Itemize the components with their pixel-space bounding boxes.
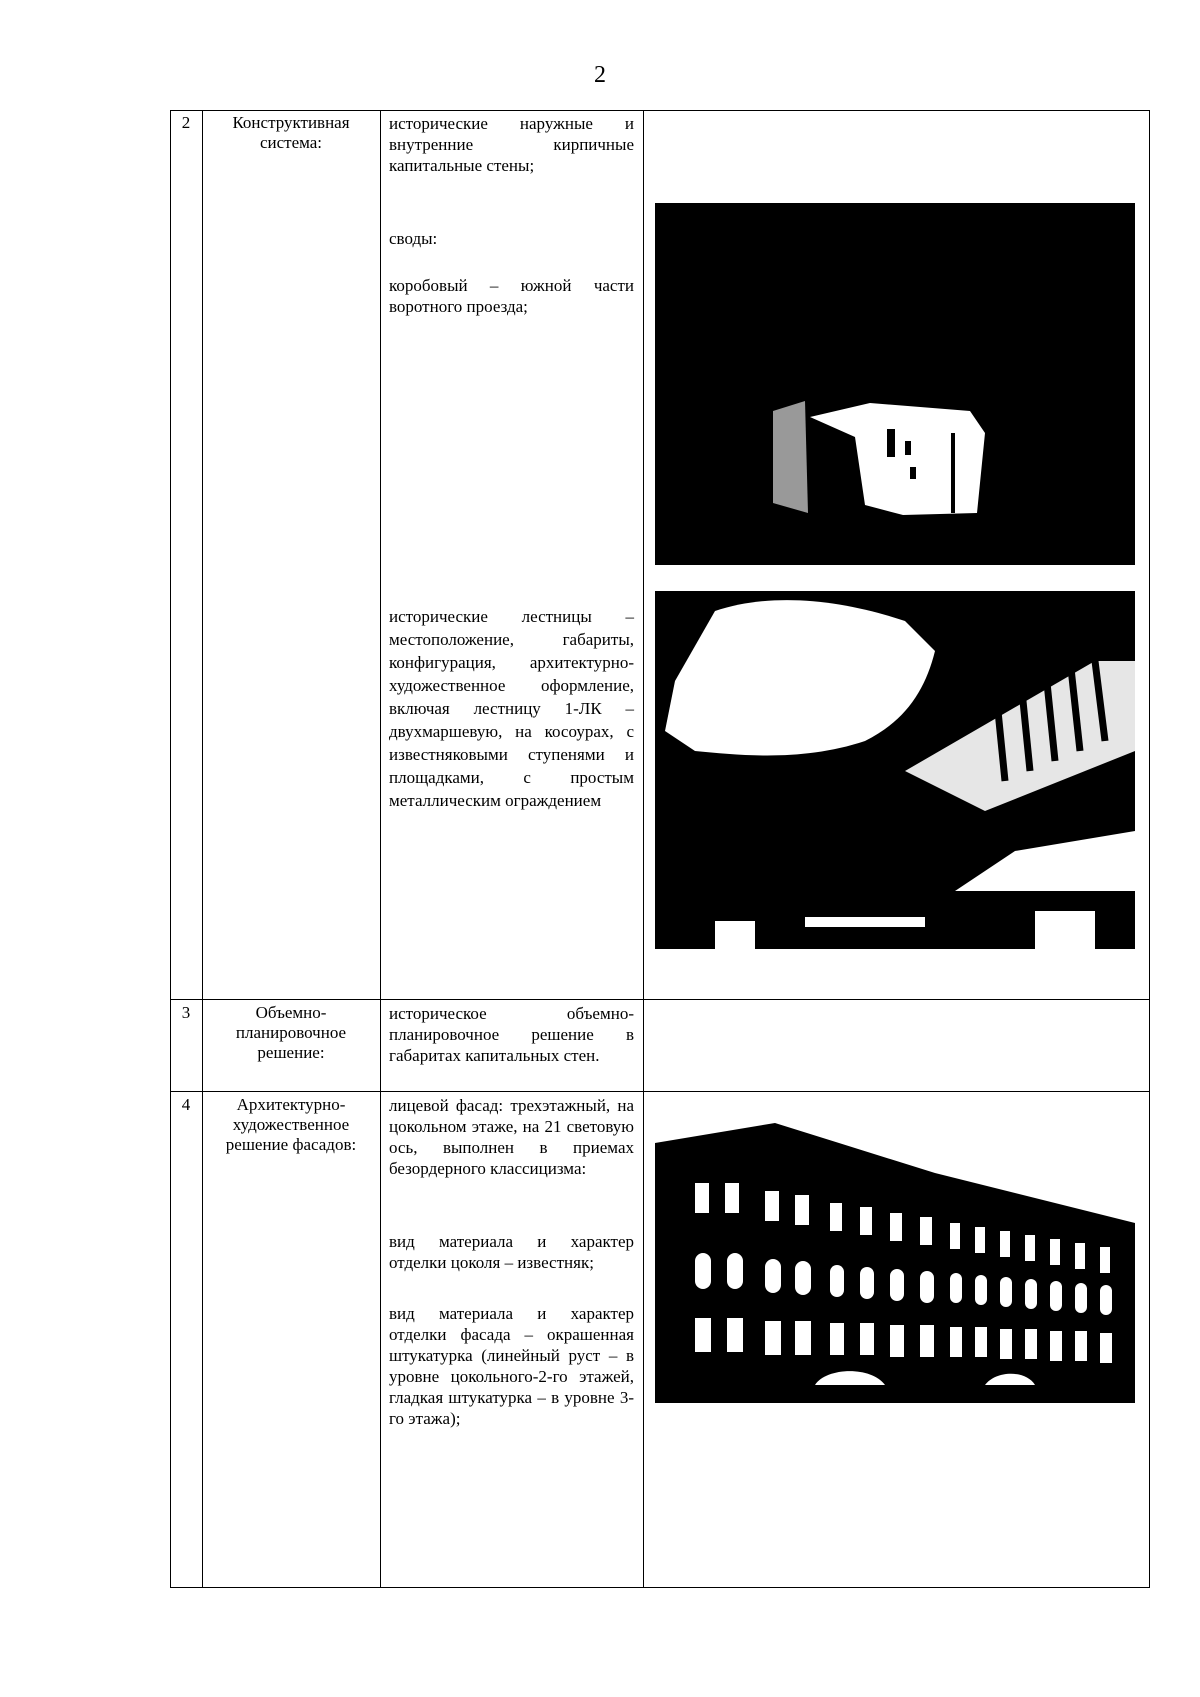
page-number: 2 xyxy=(594,62,606,88)
row-text: вид материала и характер отделки фасада – окрашенная штукатурка (линейный руст – в уровне цокольного-2-го этажей, гладкая штукатурка – в уровне 3-го этажа); xyxy=(389,1304,634,1428)
row-title: Конструктивная система: xyxy=(232,113,350,152)
column-divider xyxy=(380,111,381,1587)
row-title: Архитектурно-художественное решение фасадов: xyxy=(225,1095,357,1154)
row-number: 3 xyxy=(181,1003,191,1022)
row-text: лицевой фасад: трехэтажный, на цокольном этаже, на 21 световую ось, выполнен в приемах безордерного классицизма: xyxy=(389,1096,634,1178)
row-number: 2 xyxy=(181,113,191,132)
row-number: 4 xyxy=(181,1095,191,1114)
row-divider xyxy=(171,999,1149,1000)
row-text: вид материала и характер отделки цоколя – известняк; xyxy=(389,1232,634,1272)
row-text: исторические наружные и внутренние кирпичные капитальные стены; xyxy=(389,114,634,175)
row-title: Объемно-планировочное решение: xyxy=(235,1003,347,1062)
monument-subject-table xyxy=(170,110,1150,1588)
row-text: исторические лестницы – местоположение, габариты, конфигурация, архитектурно-художественное оформление, включая лестницу 1-ЛК – двухмаршевую, на косоурах, с известняковыми ступенями и площадками, с простым металлическим ограждением xyxy=(389,607,634,810)
facade-photo xyxy=(655,1103,1135,1421)
row-divider xyxy=(171,1091,1149,1092)
staircase-photo xyxy=(655,591,1135,949)
column-divider xyxy=(643,111,644,1587)
row-text: историческое объемно-планировочное решение в габаритах капитальных стен. xyxy=(389,1004,634,1065)
row-text: своды: xyxy=(389,229,438,248)
row-text: коробовый – южной части воротного проезда; xyxy=(389,276,634,316)
column-divider xyxy=(202,111,203,1587)
vault-photo xyxy=(655,203,1135,565)
